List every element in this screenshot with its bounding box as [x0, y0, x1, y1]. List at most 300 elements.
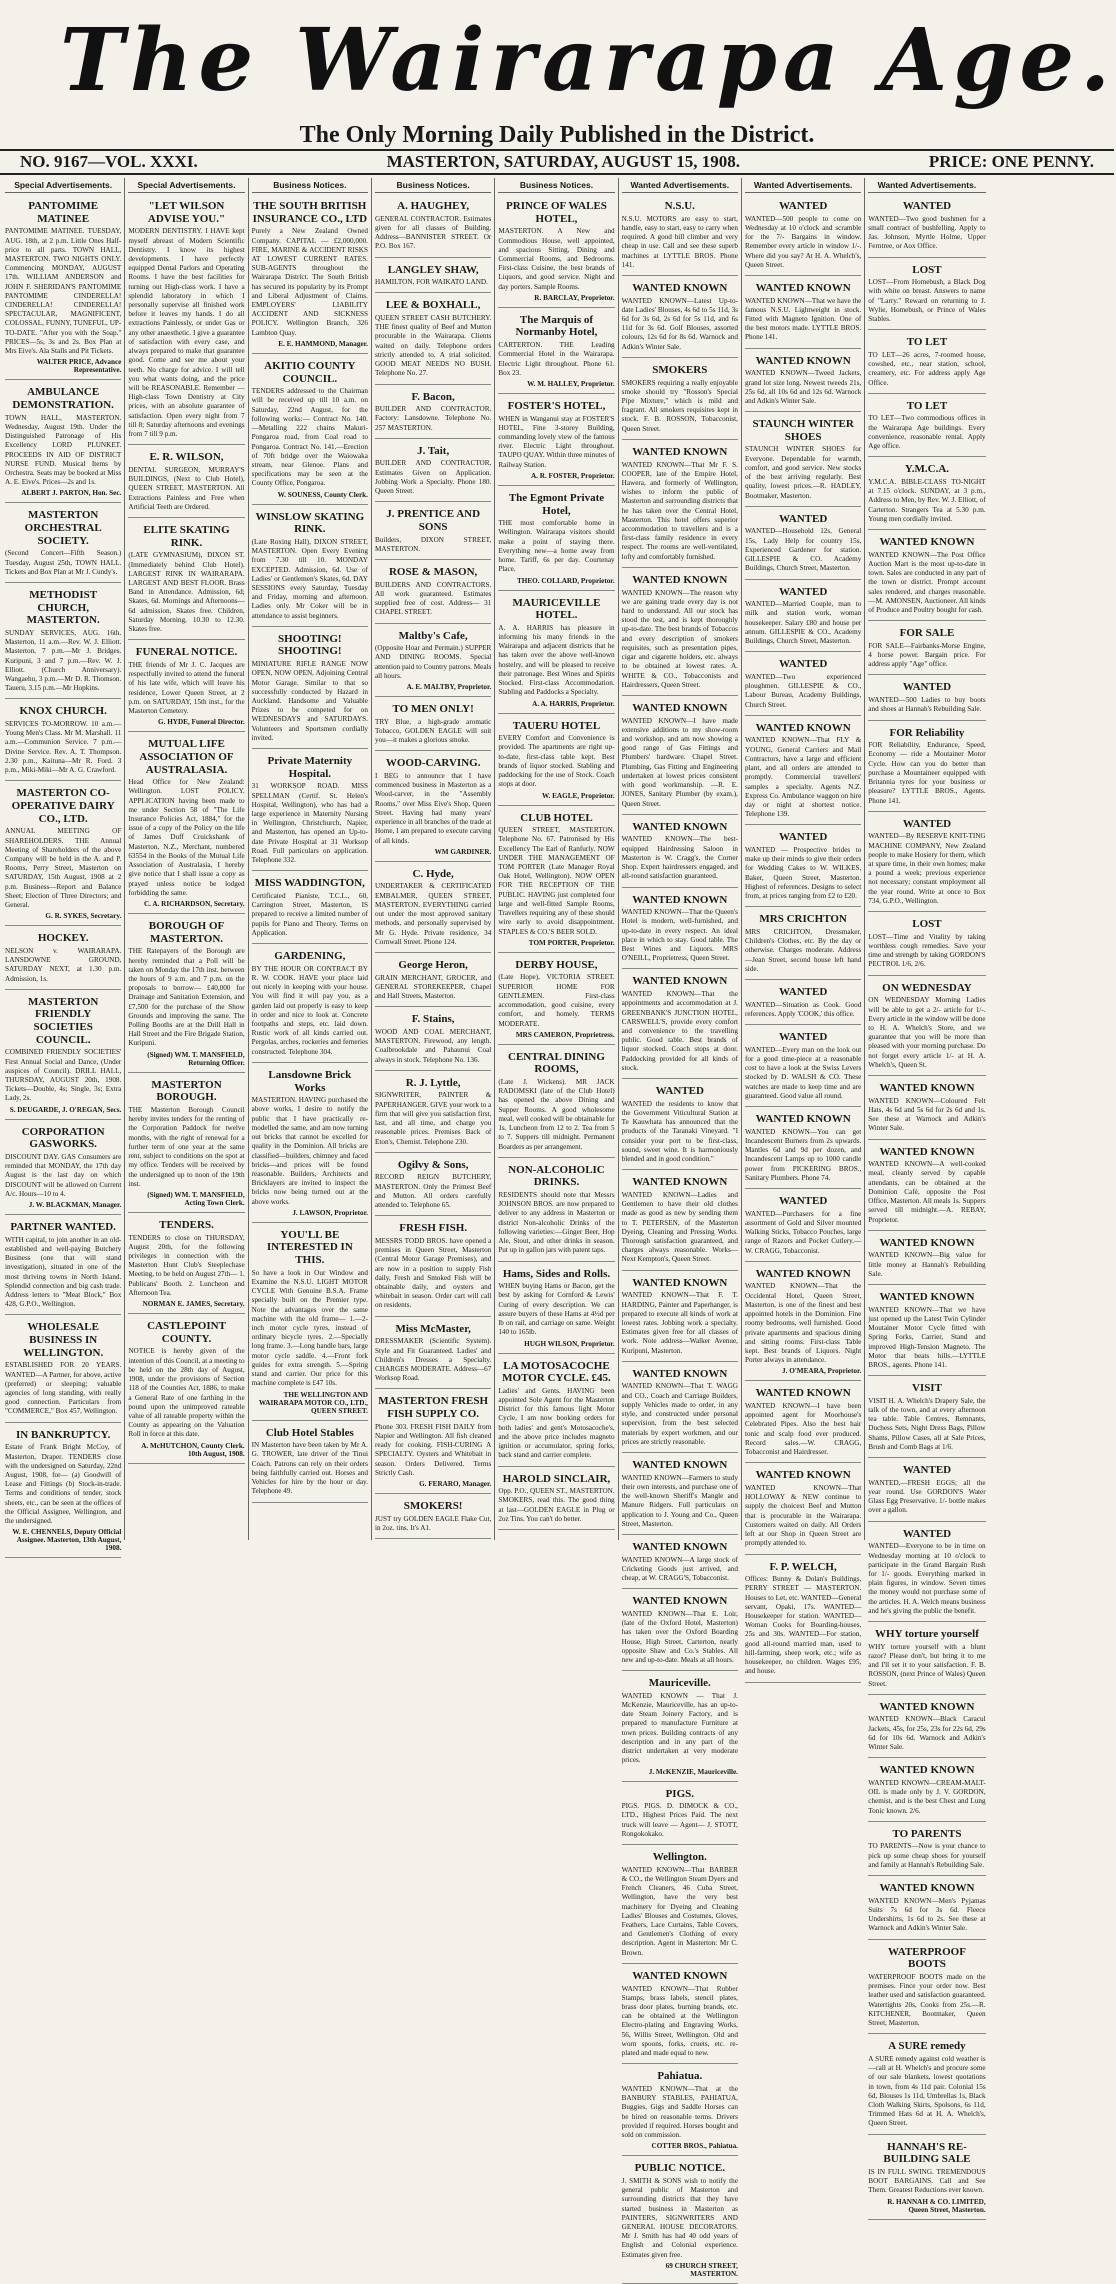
ad-body: WANTED KNOWN—That Rubber Stamps, brass labels, stencil plates, brass door plates, burning brands, etc. can be obtained at the Wellington Electro-plating and Engraving Works, 56, Willis Street, Wellington. Old and worn spoons, forks, cruets, etc. re-plated and made equal to new. [621, 1984, 738, 2058]
ad-signature: TOM PORTER, Proprietor. [528, 938, 615, 947]
ad-body: (Late Roxing Hall), DIXON STREET, MASTERTON. Open Every Evening from 7.30 till 10. MONDAY EXCEPTED. Admission, 6d. Use of Ladies' or Gentlemen's Skates, 6d. DAY SESSIONS every Saturday, Tuesday and Friday, morning and afternoon. Ladies only. Mr Coker will be in attendance to assist beginners. [251, 537, 368, 620]
advertisement [622, 1592, 738, 1671]
advertisement [622, 1967, 738, 2064]
ad-title: WANTED KNOWN [632, 1458, 728, 1471]
ad-body: WANTED,—FRESH EGGS; all the year round. Use GORDON'S Water Glass Egg Preservative. 1/- bottle makes over a gallon. [868, 1478, 986, 1515]
ad-title: A SURE remedy [888, 2040, 966, 2053]
ad-title: MASTERTON ORCHESTRAL SOCIETY. [24, 509, 102, 547]
advertisement [868, 397, 985, 458]
ad-body: UNDERTAKER & CERTIFICATED EMBALMER, QUEEN STREET, MASTERTON. EVERYTHING carried out under the most approved sanitary methods, and personally supervised by Mr G. Hyde. Private residence, 34 Cornwall Street. Phone 124. [374, 882, 492, 946]
ad-title: WANTED [778, 831, 828, 844]
dateline [0, 149, 1114, 175]
column-header: Wanted Advertisements. [745, 178, 861, 193]
ad-title: WANTED KNOWN [632, 1969, 728, 1982]
advertisement [745, 415, 861, 507]
ad-title: WANTED [778, 512, 828, 525]
ad-signature: R. BARCLAY, Proprietor. [534, 293, 615, 302]
ad-body: WANTED KNOWN—You can get Incandescent Burners from 2s upwards. Mantles 6d and 9d per dozen, and Incandescent Lamps up to 1000 candle power from PICKERING BROS., Sanitary Plumbers. Phone 74. [744, 1127, 862, 1182]
ad-title: MRS CRICHTON [759, 913, 847, 926]
ad-body: WANTED—By RESERVE KNIT-TING MACHINE COMPANY, New Zealand people to make Hosiery for them, which at spare time, in their own homes; make a pound a week; previous experience not necessary; constant employment all the year round. Write at once to Box 734, G.P.O., Wellington. [868, 832, 986, 905]
ad-body: So have a look in Our Window and Examine the N.S.U. LIGHT MOTOR CYCLE With Genuine B.S.A. Frame specially built on the Premier type. Note the advantages over the same machine with the old frame— 1.—2-inch motor cycle tyres, instead of ordinary bicycle tyres. 2.—Specially long frame. 3.—Long handle bars, large motor cycle saddle. 4.—Front fork guides for extra strength. 5.—Spring stand and carrier. Our price for this machine complete is £47 10s. [251, 1268, 368, 1388]
ad-title: AKITIO COUNTY COUNCIL. [264, 359, 356, 385]
ad-title: WANTED KNOWN [879, 1236, 975, 1249]
ad-title: NON-ALCOHOLIC DRINKS. [508, 1163, 605, 1189]
ad-body: WANTED—Two experienced ploughmen. GILLESPIE & CO., Labour Bureau, Academy Buildings, Church Street. [744, 672, 862, 709]
ad-body: WANTED—Purchasers for a fine assortment of Gold and Silver mounted Walking Sticks, Tobacco Pouches, large range of Razors and Pocket Cutlery.—W. CRAGG, Tobacconist. [744, 1209, 862, 1255]
ad-title: WANTED KNOWN [755, 721, 851, 734]
advertisement [498, 594, 614, 714]
advertisement [252, 630, 368, 749]
advertisement [128, 197, 244, 445]
advertisement [745, 352, 861, 413]
ad-body: Estate of Frank Bright McCoy, of Masterton, Draper. TENDERS close with the undersigned on Saturday, 22nd August, 1908, for— (a) Goodwill of Lease and Fittings (b) Stock-in-trade. Terms and conditions of tender, stock sheets, etc., can be seen at the offices of the Official Assignee, Wellington, and the undersigned. [5, 1443, 122, 1526]
ad-body: THE friends of Mr J. C. Jacques are respectfully invited to attend the funeral of his late wife, which will leave his residence, Lower Queen Street, at 2 p.m. on SATURDAY, 15th inst., for the Masterton Cemetery. [128, 660, 245, 716]
advertisement [868, 1143, 985, 1231]
ad-title: Ogilvy & Sons, [397, 1158, 469, 1171]
advertisement [375, 956, 491, 1007]
advertisement [375, 1497, 491, 1539]
advertisement [622, 197, 738, 276]
advertisement [868, 1525, 985, 1622]
ad-body: RESIDENTS should note that Messrs JOHNSON BROS. are now prepared to deliver to any address in Masterton or district Non-alcoholic Drinks of the following varieties:—Ginger Beer, Hop Ale, Stout, and other drinks in season. Put up in gallon jars with patent taps. [498, 1191, 615, 1255]
advertisement [128, 643, 244, 732]
ad-title: WANTED [902, 817, 952, 830]
ad-signature: C. A. RICHARDSON, Secretary. [143, 900, 245, 909]
advertisement [745, 583, 861, 653]
ad-title: A. HAUGHEY, [397, 200, 470, 212]
ad-title: HAROLD SINCLAIR, [502, 1472, 611, 1485]
ad-title: WANTED KNOWN [632, 701, 728, 714]
advertisement [128, 735, 244, 914]
ad-title: THE SOUTH BRITISH INSURANCE CO., LTD [252, 200, 368, 225]
column [372, 178, 495, 1540]
ad-title: WANTED [778, 658, 828, 671]
advertisement [868, 261, 985, 331]
ad-body: PIGS. PIGS. D. DIMOCK & CO., LTD., Highest Prices Paid. The next truck will leave — Agent— J. STOTT, Rongokokako. [621, 1802, 738, 1838]
ad-body: (Late J. Wickens). MR JACK RADOMSKI (late of the Club Hotel) has opened the above Dining and Supper Rooms. A good wholesome meal, well cooked will be obtainable for 1s. Luncheon from 12 to 2. Tea from 5 to 7. Suppers till midnight. Permanent Boarders as per arrangement. [498, 1078, 615, 1151]
ad-body: WANTED KNOWN—The Post Office Auction Mart is the most up-to-date in town. Sales are conducted in any part of the town or district. Prompt account sales rendered, and charges reasonable.—M. AMONSEN, Auctioneer. All kinds of Produce and Poultry bought for cash. [868, 550, 986, 614]
ad-title: LANGLEY SHAW, [387, 263, 479, 276]
ad-title: CORPORATION GASWORKS. [21, 1125, 105, 1151]
ad-body: Opp. P.O., QUEEN ST., MASTERTON. SMOKERS, read this. The good thing at last—GOLDEN EAGLE in Plug or 2oz Tins. You can't do better. [498, 1487, 615, 1523]
advertisement [498, 197, 614, 308]
ad-title: MUTUAL LIFE ASSOCIATION OF AUSTRALASIA. [139, 738, 234, 776]
advertisement [745, 719, 861, 826]
ad-title: SHOOTING! SHOOTING! [278, 632, 342, 658]
ad-body: WANTED—Every man on the look out for a good time-piece at a reasonable cost to have a look at the Swiss Levers stocked by D. WALSH & CO. These watches are made to keep time and are guaranteed. Good value all round. [744, 1045, 862, 1100]
ad-title: Maltby's Cafe, [398, 629, 468, 642]
ad-body: THE Masterton Borough Council hereby invites tenders for the renting of the Corporation Paddock for twelve months, with the right of renewal for a further term of one year at the same rent, subject to conditions on the spot at my office. Tenders will be received by the undersigned up to noon of the 19th inst. [128, 1105, 245, 1188]
ad-body: WANTED KNOWN—Men's Pyjamas Suits 7s 6d for 3s 6d. Fleece Undershirts, 1s 6d to 2s. See these at Warnock and Adkin's Winter Sale. [868, 1896, 986, 1933]
ad-body: WANTED KNOWN—That E. Loir, (late of the Oxford Hotel, Masterton) has taken over the Oxford Boarding House, High Street, Carterton, nearly opposite Shaw and Co.'s Stables. All new and up-to-date. Meals at all hours. [621, 1609, 738, 1664]
ad-body: WANTED KNOWN—The reason why we are gaining trade every day is not hard to understand. All our stock has stood the test, and is kept thoroughly up-to-date. The best brands of Tobaccos and every description of smokers requisites, such as presentation pipes, cigar and cigarette holders, etc. always to be obtained at lowest rates. A. WHITE & CO., Tobacconists and Hairdressers, Queen Street. [621, 588, 738, 689]
ad-title: The Egmont Private Hotel, [508, 491, 605, 517]
ad-body: MODERN DENTISTRY. I HAVE kept myself abreast of Modern Scientific Dentistry. I know its highest developments. I have perfectly equipped Dental Parlors and Operating Rooms. I have the best facilities for turning out High-class work. I have a splendid laboratory in which I personally supervise all finished work before it leaves my hands. I do all extractions Painlessly, or under Gas or any other anaesthetic. I give a guarantee of satisfaction with every case, and always prepared to make that guarantee good. Come and see me about your teeth. No charge for advice. I will tell you what wants doing, and the price will be REASONABLE. Remember — High-class Town Dentistry at City prices, with an absolute guarantee of satisfaction. Open every night from 7 till 8; Saturday afternoons and evenings from 7 till 9 p.m. [128, 227, 245, 439]
ad-body: WANTED—500 Ladies to buy boots and shoes at Hannah's Rebuilding Sale. [868, 696, 986, 714]
ad-body: DISCOUNT DAY. GAS Consumers are reminded that MONDAY, the 17th day August is the last day on which DISCOUNT will be allowed on Current A/c. Hours—10 to 4. [5, 1152, 122, 1198]
advertisement [868, 1698, 985, 1759]
ad-body: SUNDAY SERVICES, AUG. 16th. Masterton, 11 a.m.—Rev. W. J. Elliott. Masterton, 7 p.m.—Mr J. Bridges. Kuripuni, 3 and 7 p.m.—Rev. W. J. Elliott. (Church Anniversary). Wangaehu, 3 p.m.—Mr D. R. Thomson. Taueru, 3.15 p.m.—Mr Hopkins. [5, 628, 122, 693]
advertisement [5, 784, 121, 926]
ad-title: WANTED [902, 1527, 952, 1540]
advertisement [745, 1265, 861, 1382]
ad-body: MASTERTON. A New and Commodious House, well appointed, and spacious Sitting, Dining and Commercial Rooms, and Bedrooms. First-class Cuisine, the best brands of Liquors, and good service. Night and day porters. Sample Rooms. [498, 227, 615, 291]
advertisement [868, 2138, 985, 2220]
ad-title: The Marquis of Normanby Hotel, [515, 313, 598, 339]
ad-title: J. PRENTICE AND SONS [386, 508, 481, 533]
ad-body: WANTED—Situation as Cook. Good references. Apply 'COOK,' this office. [744, 1000, 862, 1018]
ad-body: FOR SALE—Fairbanks-Morse Engine, 4 horse power. Bargain price. For address apply "Age" office. [868, 641, 986, 669]
advertisement [375, 627, 491, 698]
ad-body: WANTED KNOWN—That HOLLOWAY & NEW continue to supply the choicest Beef and Mutton that is procurable in the Wairarapa. Customers waited on daily. All Orders left at our Shop in Queen Street are promptly attended to. [744, 1484, 862, 1548]
advertisement [128, 917, 244, 1073]
ad-body: MRS CRICHTON, Dressmaker, Children's Clothes, etc. By the day or otherwise. Charges moderate. Address—Jean Street, second house left hand side. [744, 927, 862, 973]
advertisement [622, 2159, 738, 2284]
ad-body: STAUNCH WINTER SHOES for Everyone. Dependable for warmth, comfort, and good service. New stocks of the best arriving regularly. Best quality, lowest prices.—R. HADLEY, Bootmaker, Masterton. [744, 445, 862, 500]
ad-title: WANTED KNOWN [879, 1291, 975, 1304]
ad-title: STAUNCH WINTER SHOES [752, 418, 854, 443]
ad-body: WANTED — Prospective brides to make up their minds to give their orders for Wedding Cakes to W. WILKES, Baker, Queen Street, Masterton. Highest of references. Designs to select from, at prices ranging from £2 to £20. [744, 846, 862, 901]
ad-title: FOSTER'S HOTEL, [507, 399, 606, 412]
ad-title: E. R. WILSON, [149, 451, 224, 464]
advertisement [375, 1156, 491, 1217]
ad-signature: THE WELLINGTON AND WAIRARAPA MOTOR CO., LTD., QUEEN STREET. [258, 1390, 368, 1415]
advertisement [622, 1456, 738, 1535]
ad-body: ANNUAL MEETING OF SHAREHOLDERS. THE Annual Meeting of Shareholders of the above Company will be held in the A. and P. Rooms, Perry Street, Masterton on SATURDAY, 15th August, 1908 at 2 p.m. Business—Report and Balance Sheet; Election of Three Directors; and General. [5, 827, 122, 910]
place-date: MASTERTON, SATURDAY, AUGUST 15, 1908. [386, 152, 740, 171]
advertisement [622, 1082, 738, 1170]
ad-title: George Heron, [398, 958, 468, 971]
column [865, 178, 988, 2214]
ad-title: WANTED KNOWN [755, 1267, 851, 1280]
advertisement [128, 448, 244, 518]
ad-signature: W. EAGLE, Proprietor. [542, 791, 615, 800]
ad-signature: J. W. BLACKMAN, Manager. [28, 1201, 122, 1210]
advertisement [868, 2037, 985, 2134]
advertisement [745, 1110, 861, 1189]
ad-title: F. Bacon, [411, 390, 455, 403]
advertisement [868, 1234, 985, 1285]
advertisement [745, 197, 861, 276]
ad-body: WANTED KNOWN—Tweed Jackets, grand lot size long. Newest tweeds 21s, 25s 6d, all 10s 6d and 12s 6d. Warnock and Adkin's Winter Sale. [744, 369, 862, 405]
ad-title: R. J. Lyttle, [405, 1076, 461, 1089]
ad-body: GRAIN MERCHANT, GROCER, and GENERAL STOREKEEPER, Chapel and Hall Streets, Masterton. [374, 973, 492, 1001]
ad-title: J. Tait, [417, 444, 450, 457]
ad-title: WOOD-CARVING. [385, 757, 481, 770]
advertisement [252, 1226, 368, 1421]
advertisement [498, 311, 614, 394]
advertisement [868, 197, 985, 258]
advertisement [622, 361, 738, 440]
advertisement [868, 1379, 985, 1458]
ad-title: PANTOMIME MATINEE [28, 200, 99, 225]
advertisement [745, 279, 861, 349]
ad-title: WINSLOW SKATING RINK. [255, 510, 365, 536]
ad-body: FOR Reliability, Endurance, Speed, Economy — ride a Moutainer Motor Cycle. How can you do better than purchase a Mountaineer equipped with Britannia tyres for your business or pleasure? LYTTLE BROS., Agents. Phone 141. [868, 741, 986, 805]
ad-title: HANNAH'S RE-BUILDING SALE [883, 2140, 971, 2166]
column [2, 178, 125, 1553]
advertisement [622, 1274, 738, 1362]
ad-title: WANTED KNOWN [632, 281, 728, 294]
ad-title: WANTED KNOWN [879, 1700, 975, 1713]
advertisement [375, 296, 491, 384]
advertisement [745, 1384, 861, 1463]
advertisement [745, 510, 861, 580]
advertisement [745, 1192, 861, 1262]
newspaper-motto: The Only Morning Daily Published in the District. [299, 122, 815, 148]
ad-body: GENERAL CONTRACTOR. Estimates given for all classes of Building. Address—BANNISTER STREET. Or P.O. Box 167. [374, 214, 492, 251]
advertisement [868, 724, 985, 812]
ad-signature: HUGH WILSON, Proprietor. [524, 1339, 615, 1348]
ad-title: WANTED [778, 585, 828, 598]
ad-title: FOR Reliability [889, 726, 965, 739]
ad-body: Y.M.C.A. BIBLE-CLASS TO-NIGHT at 7.15 o'clock. SUNDAY, at 3 p.m., Address to Men, by Rev. W. J. Elliott, of Carterton. Strangers Tea at 5.30 p.m. Young men cordially invited. [868, 477, 986, 523]
ad-title: TAUERU HOTEL [512, 719, 601, 732]
ad-title: VISIT [911, 1382, 942, 1395]
advertisement [375, 1219, 491, 1316]
ad-body: WANTED KNOWN—That T. WAGG and CO., Coach and Carriage Builders, supply Vehicles made to order, in any style, and constructed under personal supervision, from the best selected materials by expert workmen, and our prices are strictly reasonable. [621, 1382, 738, 1446]
column [619, 178, 742, 2278]
ad-title: Y.M.C.A. [904, 463, 950, 476]
advertisement [128, 1317, 244, 1463]
ad-signature: E. E. HAMMOND, Manager. [278, 339, 368, 348]
advertisement [868, 815, 985, 912]
ad-body: WANTED KNOWN—That Mr F. S. COOPER, late of the Empire Hotel, Hawera, and formerly of Wellington, wishes to inform the public of Masterton and surrounding districts that he has taken over the Central Hotel, Masterton. This hotel offers superior accommodation to travellers and is a first-class family residence in every respect. The rooms are well-ventilated, lofty and comfortably furnished. [621, 460, 738, 561]
ad-title: Club Hotel Stables [265, 1426, 354, 1439]
ad-title: ON WEDNESDAY [882, 981, 972, 994]
ad-body: MASTERTON. HAVING purchased the above works, I desire to notify the public that I have practically re-modelled the same, and am now turning out bricks that cannot be excelled for quality in the Dominion. All bricks are classified—builders, chimney and faced bricks—and prices will be found reasonable. Builders, Architects and Bricklayers are invited to inspect the bricks now being turned out at the above works. [251, 1096, 368, 1206]
ad-body: WANTED—Household 12s, General 15s, Lady Help for country 15s, Experienced Gardener for station. GILLESPIE & CO. Academy Buildings, Church Street, Masterton. [744, 527, 862, 573]
ad-title: WHOLESALE BUSINESS IN WELLINGTON. [23, 1321, 104, 1359]
advertisement [5, 1218, 121, 1315]
ad-title: WANTED KNOWN [879, 1082, 975, 1095]
advertisement [498, 1470, 614, 1531]
ad-title: WANTED KNOWN [632, 1276, 728, 1289]
ad-title: WANTED [902, 200, 952, 212]
ad-signature: J. O'MEARA, Proprietor. [782, 1367, 862, 1376]
ad-signature: G. FERARO, Manager. [419, 1479, 492, 1488]
ad-title: WANTED KNOWN [632, 445, 728, 458]
ad-title: KNOX CHURCH. [19, 705, 107, 718]
advertisement [375, 388, 491, 439]
ad-title: SMOKERS [652, 363, 708, 376]
ad-body: MESSRS TODD BROS. have opened a premises in Queen Street, Masterton (Central Motor Garage Premises), and are now in a position to supply Fish daily, Fresh and Smoked Fish will be obtainable daily, and oysters and whitebait in season. Order cart will call on residents. [374, 1236, 492, 1310]
ad-body: A. A. HARRIS has pleasure in informing his many friends in the Wairarapa and adjacent districts that he has taken over the above well-known hostelry, and will be pleased to receive their patronage. Best Wines and Spirits Stocked. First-class Accommodation. Stabling and Paddocks a Specialty. [498, 623, 615, 697]
ad-title: YOU'LL BE INTERESTED IN THIS. [266, 1228, 353, 1267]
ad-body: TOWN HALL, MASTERTON. Wednesday, August 19th. Under the Distinguished Patronage of His Excellency LORD PLUNKET. PROCEEDS IN AID OF DISTRICT NURSE FUND. Musical Items by Orchestra. Seats may be booked at Miss A. E. Eive's. Prices—2s and 1s. [5, 413, 122, 487]
ad-title: WANTED KNOWN [632, 1367, 728, 1380]
ad-body: ESTABLISHED FOR 20 YEARS. WANTED—A Partner, for above, active (preferred) or sleeping; valuable agencies of long standing, with really good connection. Particulars from "COMMERCE," Box 457, Wellington. [5, 1361, 122, 1416]
ad-body: WANTED KNOWN—That we have just opened up the Latest Twin Cylinder Moutainer Motor Cycle fitted with Spring Forks, Carrier, Stand and improved High-Tension Magneto. The Motor that beats hills.—LYTTLE BROS., agents. Phone 141. [868, 1305, 986, 1369]
advertisement [622, 1674, 738, 1781]
ad-title: WANTED KNOWN [632, 1595, 728, 1608]
ad-signature: (Signed) WM. T. MANSFIELD, Acting Town Clerk. [147, 1190, 245, 1207]
ad-body: A SURE remedy against cold weather is—call at H. Whelch's and procure some of our sale blankets, lowest quotations in town, from 4s 11d pair. Colonial 15s 6d, Blouses 1s 11d, Umbrellas 1s, Black Cloth Walking Skirts, Spolsons, 6s 11d, Trimmed Hats 6d at H. A. Whelch's, Queen Street. [868, 2054, 986, 2128]
ad-body: QUEEN STREET CASH BUTCHERY. THE finest quality of Beef and Mutton procurable in the Wairarapa. Clients waited on daily. Telephone orders strictly attended to. A trial solicited. GOOD MEAT NEEDS NO BUSH. Telephone No. 27. [374, 314, 492, 378]
ad-title: C. Hyde, [412, 867, 454, 880]
ad-body: Certificated Pianiste, T.C.L., 60, Carrington Street, Masterton, IS prepared to receive a limited number of pupils for Piano and Theory. Terms on Application. [251, 891, 368, 937]
ad-title: IN BANKRUPTCY. [16, 1428, 111, 1441]
ad-title: WHY torture yourself [875, 1628, 979, 1641]
advertisement [622, 2067, 738, 2156]
ad-title: Mauriceville. [648, 1677, 711, 1690]
ad-title: WANTED [902, 1464, 952, 1477]
advertisement [745, 1028, 861, 1107]
ad-body: N.S.U. MOTORS are easy to start, handle, easy to start, easy to carry when required. A good hill climber and very cheap in use. Call and see these superb machines at LYTTLE BROS. Phone 141. [621, 214, 738, 269]
ad-signature: R. HANNAH & CO. LIMITED, Queen Street, Masterton. [887, 2197, 986, 2214]
advertisement [5, 586, 121, 699]
ad-body: TO PARENTS—Now is your chance to pick up some cheap shoes for yourself and family at Hannah's Rebuilding Sale. [868, 1842, 986, 1869]
advertisement [745, 1558, 861, 1683]
ad-signature: A. E. MALTBY, Proprietor. [406, 683, 492, 692]
advertisement [375, 1074, 491, 1153]
ad-body: DRESSMAKER (Scientific System). Style and Fit Guaranteed. Ladies' and Children's Dresses a Specialty. CHARGES MODERATE. Address—67 Worksop Road. [374, 1337, 492, 1383]
advertisement [5, 1426, 121, 1559]
ad-title: WANTED KNOWN [755, 1469, 851, 1482]
ad-title: TO MEN ONLY! [392, 703, 474, 716]
advertisement [375, 261, 491, 294]
advertisement [5, 1318, 121, 1422]
advertisement [5, 929, 121, 990]
ad-body: (LATE GYMNASIUM), DIXON ST. (Immediately behind Club Hotel). LARGEST RINK IN WAIRARAPA. LARGEST AND BEST FLOOR. Brass Band in Attendance. Admission, 6d; Skates, 6d. Mornings and Afternoons—6d admission, Skates free. Children, Saturday Morning, 10.30 to 12.30. Skates free. [128, 551, 245, 634]
ad-body: JUST try GOLDEN EAGLE Flake Cut, in 2oz. tins. It's A1. [374, 1514, 492, 1532]
ad-title: N.S.U. [664, 200, 695, 212]
ad-signature: G. HYDE, Funeral Director. [158, 718, 245, 727]
ad-title: FRESH FISH. [399, 1222, 468, 1235]
ad-signature: A. A. HARRIS, Proprietor. [532, 699, 615, 708]
ad-title: AMBULANCE DEMONSTRATION. [12, 386, 114, 411]
advertisement [498, 1048, 614, 1158]
ad-signature: J. LAWSON, Proprietor. [292, 1208, 368, 1217]
advertisement [375, 442, 491, 503]
advertisement [745, 1466, 861, 1554]
advertisement [128, 1216, 244, 1314]
ad-signature: A. R. FOSTER, Proprietor. [530, 471, 615, 480]
advertisement [375, 700, 491, 751]
ad-signature: G. R. SYKES, Secretary. [45, 912, 122, 921]
ad-body: WANTED—Married Couple, man to milk and station work, woman housekeeper. Salary £80 and house per annum. GILLESPIE & CO., Academy Buildings, Church Street, Masterton. [744, 600, 862, 646]
ad-body: WOOD AND COAL MERCHANT, MASTERTON. Firewood, any length. Coalbrookdale and Pahaunui Coal always in stock. Telephone No. 136. [374, 1027, 492, 1064]
ad-title: TO LET [906, 399, 948, 412]
ad-body: J. SMITH & SONS wish to notify the general public of Masterton and surrounding districts that they have started business in Masterton as PAINTERS, SIGNWRITERS AND GENERAL HOUSE DECORATORS. Mr J. Smith has had 40 odd years of English and Colonial experience. Estimates given free. [621, 2176, 738, 2259]
ad-body: TENDERS to close on THURSDAY, August 20th, for the following privileges in connection with the Masterton Hunt Club's Steeplechase Meeting, to be held on August 27th— 1. Publicans' Booth. 2. Luncheon and Afternoon Tea. [128, 1233, 245, 1297]
ad-body: IS IN FULL SWING. TREMENDOUS BOOT BARGAINS. Call and See Them. Greatest Reductions ever known. [868, 2167, 986, 2195]
ad-signature: ALBERT J. PARTON, Hon. Sec. [21, 489, 122, 498]
ad-body: WANTED KNOWN—Ladies and Gentlemen to have their old clothes made as good as new by sending them to T. PETERSEN, of the Masterton Dyeing, Cleaning and Pressing Works. Thorough satisfaction guaranteed, and charges always reasonable. Works—Next Kempton's, Queen Street. [621, 1190, 738, 1264]
ad-body: WANTED KNOWN—Farmers to study their own interests, and purchase one of the well-known Sheriff's Mangle and Manure Ridgers. Full particulars on application to J. Young and Co., Queen Street, Masterton. [621, 1473, 738, 1528]
advertisement [622, 279, 738, 358]
ad-title: WANTED KNOWN [632, 893, 728, 906]
ad-title: WANTED KNOWN [755, 1387, 851, 1400]
ad-body: THE most comfortable home in Wellington. Wairarapa visitors should make a point of staying there. Everything new—a home away from home. Tariff, 6s per day. Courtenay Place. [498, 519, 615, 574]
ad-title: WANTED KNOWN [632, 1540, 728, 1553]
ad-body: HAMILTON, FOR WAIKATO LAND. [374, 278, 488, 287]
advertisement [868, 1761, 985, 1822]
advertisement [745, 828, 861, 907]
advertisement [498, 1265, 614, 1354]
ad-title: WANTED KNOWN [755, 1113, 851, 1126]
ad-title: Lansdowne Brick Works [268, 1068, 352, 1094]
advertisement [622, 891, 738, 970]
ad-title: WANTED KNOWN [879, 1764, 975, 1777]
ad-body: 31 WORKSOP ROAD. MISS SPELLMAN (Certif. St. Helen's Hospital, Wellington), who has had a large experience in Maternity Nursing in Wellington, Christchurch, Napier, and Masterton, has opened an Up-to-date Private Hospital at 31 Worksop Road. Full particulars on application. Telephone 332. [251, 782, 368, 865]
advertisement [622, 1365, 738, 1453]
ad-title: WANTED [778, 200, 828, 212]
ad-title: CENTRAL DINING ROOMS, [508, 1050, 605, 1076]
ad-title: LA MOTOSACOCHE MOTOR CYCLE. £45. [502, 1359, 611, 1385]
ad-title: WANTED KNOWN [879, 536, 975, 549]
ad-title: WANTED KNOWN [632, 820, 728, 833]
ad-body: VISIT H. A. Whelch's Drapery Sale, the talk of the town, and at every afternoon tea table. Table Centres, Remnants, Duchess Sets, Night Dress Bags, Pillow Shams, Pillow Cases, all at Sale Prices, Brush and Comb Bags at 1/6. [868, 1396, 986, 1451]
advertisement [622, 1848, 738, 1964]
advertisement [252, 752, 368, 871]
advertisement [622, 972, 738, 1079]
advertisement [868, 1288, 985, 1376]
ad-body: ON WEDNESDAY Morning Ladies will be able to get a 2/- article for 1/-. Every article in the window will be done to H. A. Whelch's Store, and we guarantee that you will be more than pleased with your morning purchase. Do not forget every article 1/- at H. A. Whelch's, Queen St. [868, 996, 986, 1069]
ad-body: WATERPROOF BOOTS made on the premises. Fince your order now. Best leather used and satisfaction guaranteed. Watertights 20s, Cooks from 25s.—R. KITCHENER, Bootmaker, Queen Street, Masterton. [868, 1972, 986, 2027]
ad-body: PANTOMIME MATINEE. TUESDAY, AUG. 18th, at 2 p.m. Little Ones Half-price to all parts. TOWN HALL, MASTERTON. TWO NIGHTS ONLY. Commencing MONDAY, AUGUST 17th. WILLIAM ANDERSON and JOHN F. SHERIDAN'S PANTOMIME PANTOMIME CINDERELLA! CINDERELLA! CINDERELLA! SPECTACULAR, MAGNIFICENT, COLOSSAL, FUNNY, TUNEFUL, UP-TO-DATE. "After you with the Soap." PRICES—5s, 3s and 2s. Box Plan at Mrs Eive's. Ala Stalls and Pit Tickets. [5, 227, 122, 356]
advertisement [375, 865, 491, 953]
ad-body: LOST—Time and Vitality by taking worthless cough remedies. Save your time and strength by taking GORDON'S PECTROL 1/6, 2/6. [868, 932, 986, 969]
advertisement [868, 333, 985, 394]
ad-signature: (Signed) WM. T. MANSFIELD, Returning Officer. [147, 1050, 245, 1067]
ad-body: LOST—From Homebush, a Black Dog with white on breast. Answers to name of "Larry." Reward on returning to J. Wylie, Homebush, or Prince of Wales Stables. [868, 278, 986, 324]
ad-title: WANTED KNOWN [632, 975, 728, 988]
advertisement [868, 1461, 985, 1522]
ad-body: WITH capital, to join another in an old-established and well-paying Butchery Business (one that will stand investigation), situated in one of the most thriving towns in North Island. Splendid connection and big cash trade. Address letters to "Meat Block," Box 428, G.P.O., Wellington. [5, 1235, 122, 1309]
ad-body: WHEN in Wanganui stay at FOSTER'S HOTEL, Fine 3-storey Building, commanding lovely view of the famous river. Electric Light throughout. TAUPO QUAY. Within three minutes of Railway Station. [498, 414, 615, 469]
ad-title: LEE & BOXHALL, [385, 299, 481, 312]
ad-title: ROSE & MASON, [388, 566, 478, 579]
advertisement [868, 678, 985, 720]
ad-body: NOTICE is hereby given of the intention of this Council, at a meeting to be held on the 28th day of August, 1908, under the provisions of Section 118 of the Counties Act, 1886, to make a General Rate of one farthing in the pound upon the unimproved rateable value of all rateable property within the County as appearing on the Valuation Roll in force at this date. [128, 1347, 245, 1439]
advertisement [252, 508, 368, 627]
ad-body: SMOKERS requiring a really enjoyable smoke should try "Rosson's Special Pipe Mixture," which is mild and fragrant. All smokers requisites kept in stock. F. B. ROSSON, Tobacconist, Queen Street. [621, 378, 738, 433]
ad-body: WANTED KNOWN—Black Caracul Jackets, 45s, for 25s, 23s for 22s 6d, 29s 6d for 10s 6d. Warnock and Adkin's Winter Sale. [868, 1715, 986, 1752]
ad-title: WANTED KNOWN [632, 573, 728, 586]
advertisement [622, 571, 738, 696]
column-header: Business Notices. [498, 178, 614, 193]
advertisement [868, 460, 985, 530]
ad-title: WANTED KNOWN [755, 281, 851, 294]
advertisement [622, 1785, 738, 1846]
advertisement [622, 1538, 738, 1589]
advertisement [375, 1010, 491, 1071]
price: PRICE: ONE PENNY. [928, 152, 1094, 171]
ad-signature: WM GARDINER. [434, 847, 492, 856]
ad-signature: MRS CAMERON, Proprietress. [515, 1030, 615, 1039]
ad-signature: W. E. CHENNELS, Deputy Official Assignee. Masterton, 13th August, 1908. [12, 1528, 122, 1553]
ad-body: TO LET—26 acres, 7-roomed house, cowshed, etc., near station, school, creamery, etc. For address apply Age Office. [868, 350, 986, 387]
ad-body: IN Masterton have been taken by Mr A. G. TROWER, late driver of the Tinui Coach. Patrons can rely on their orders being faithfully carried out. Horses and Vehicles for hire by the hour or day. Telephone 49. [251, 1441, 368, 1496]
advertisement [622, 699, 738, 815]
ad-title: MASTERTON FRIENDLY SOCIETIES COUNCIL. [28, 995, 99, 1046]
column-header: Wanted Advertisements. [868, 178, 985, 193]
ad-title: PRINCE OF WALES HOTEL, [506, 200, 607, 225]
ad-title: WANTED [655, 1085, 704, 1098]
ad-title: Miss McMaster, [395, 1322, 471, 1335]
ad-signature: COTTER BROS., Pahiatua. [651, 2142, 738, 2151]
ad-title: PIGS. [665, 1787, 695, 1800]
ad-title: CASTLEPOINT COUNTY. [147, 1320, 226, 1345]
advertisement [375, 505, 491, 560]
columns [2, 178, 1112, 2278]
ad-body: WANTED KNOWN — That J. McKenzie, Mauriceville, has an up-to-date Steam Joinery Factory, and is prepared to manufacture Furniture at town prices. Building contracts of any description and in any part of the district undertaken at very moderate prices. [621, 1691, 738, 1765]
ad-title: MISS WADDINGTON, [254, 877, 365, 890]
advertisement [498, 717, 614, 806]
ad-body: WANTED KNOWN—That we have the famous N.S.U. Lightweight in stock. Fitted with Magneto Ignition. One of the best motors made. LYTTLE BROS. Phone 141. [744, 296, 862, 342]
advertisement [868, 624, 985, 675]
